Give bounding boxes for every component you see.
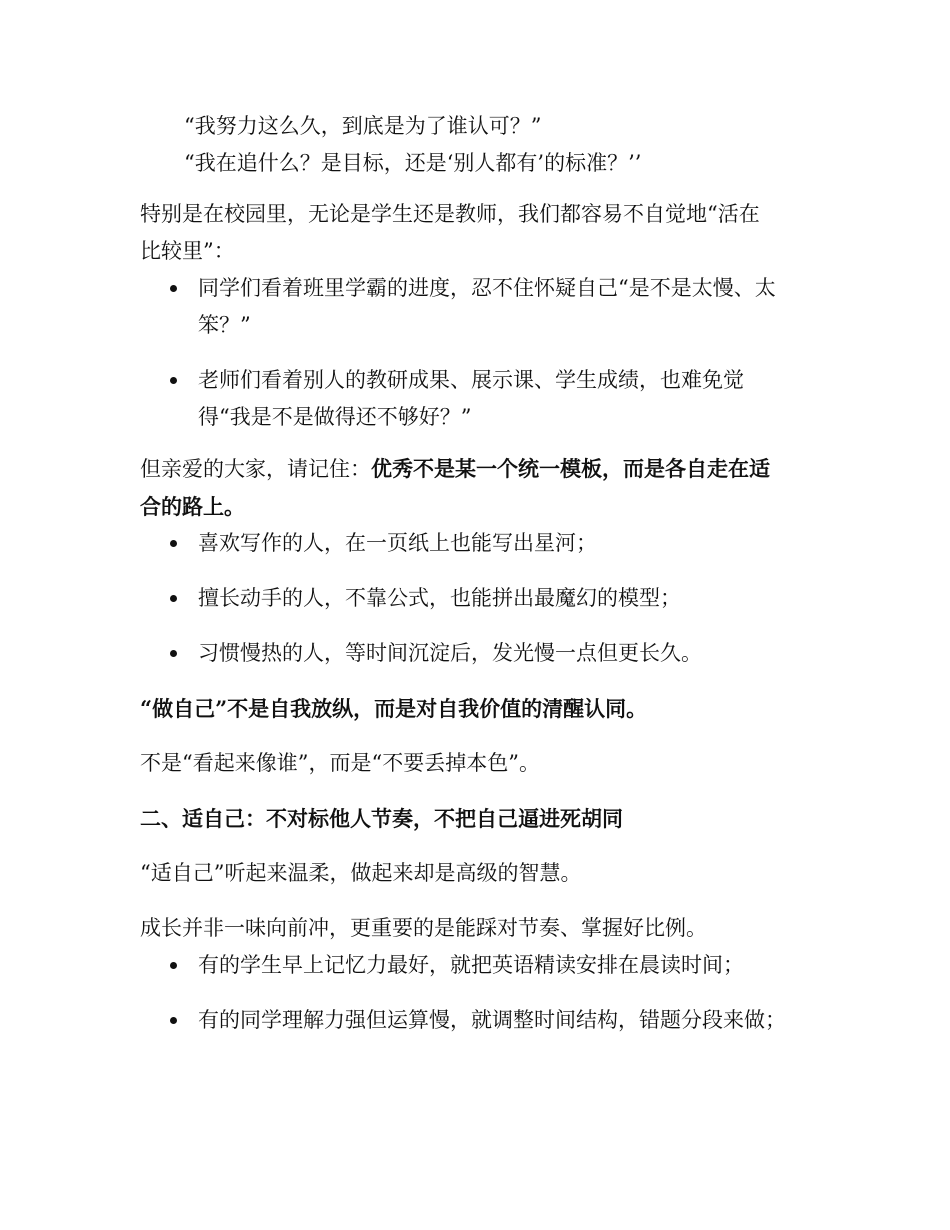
list-item: [140, 947, 820, 984]
list-item-line: 得“我是不是做得还不够好？”: [198, 405, 472, 429]
paragraph-gentle: “适自己”听起来温柔，做起来却是高级的智慧。: [140, 861, 582, 885]
list-item-line: 喜欢写作的人，在一页纸上也能写出星河；: [198, 531, 597, 555]
list-item: [140, 270, 820, 344]
bullet-icon: [170, 285, 177, 292]
list-item-line: 有的同学理解力强但运算慢，就调整时间结构，错题分段来做；: [198, 1008, 786, 1032]
paragraph-growth: 成长并非一味向前冲，更重要的是能踩对节奏、掌握好比例。: [140, 916, 707, 940]
bullet-icon: [170, 377, 177, 384]
bullet-list-rhythm: [140, 947, 820, 1039]
bullet-icon: [170, 540, 177, 547]
bullet-icon: [170, 1017, 177, 1024]
list-item: [140, 1002, 820, 1039]
paragraph-not-like: 不是“看起来像谁”，而是“不要丢掉本色”。: [140, 751, 540, 775]
bullet-list-compare: [140, 270, 820, 436]
list-item-line: 习惯慢热的人，等时间沉淀后，发光慢一点但更长久。: [198, 641, 702, 665]
quote-line: “我努力这么久，到底是为了谁认可？”: [184, 114, 542, 138]
emphasis-text: 优秀不是某一个统一模板，而是各自走在适: [371, 456, 770, 481]
section-heading: 二、适自己：不对标他人节奏，不把自己逼进死胡同: [140, 806, 623, 831]
paragraph-prefix: 但亲爱的大家，请记住：: [140, 457, 371, 481]
list-item: [140, 525, 820, 562]
list-item: [140, 635, 820, 672]
paragraph-remember: [140, 450, 820, 525]
list-item-line: 同学们看着班里学霸的进度，忍不住怀疑自己“是不是太慢、太: [198, 276, 776, 300]
bold-statement: “做自己”不是自我放纵，而是对自我价值的清醒认同。: [140, 696, 648, 721]
quote-line: “我在追什么？是目标，还是‘别人都有’的标准？’’: [184, 151, 642, 175]
bullet-list-talents: [140, 525, 820, 672]
bullet-icon: [170, 595, 177, 602]
emphasis-text: 合的路上。: [140, 494, 245, 519]
paragraph-line: [140, 450, 820, 488]
bullet-icon: [170, 962, 177, 969]
list-item-line: 擅长动手的人，不靠公式，也能拼出最魔幻的模型；: [198, 586, 681, 610]
paragraph-campus: [140, 196, 820, 270]
list-item: [140, 362, 820, 436]
list-item: [140, 580, 820, 617]
list-item-line: 老师们看着别人的教研成果、展示课、学生成绩，也难免觉: [198, 368, 744, 392]
paragraph-line: 比较里”：: [140, 239, 235, 263]
paragraph-line: 特别是在校园里，无论是学生还是教师，我们都容易不自觉地“活在: [140, 202, 760, 226]
list-item-line: 笨？”: [198, 313, 251, 337]
list-item-line: 有的学生早上记忆力最好，就把英语精读安排在晨读时间；: [198, 953, 744, 977]
bullet-icon: [170, 650, 177, 657]
document-page: [140, 108, 820, 1039]
